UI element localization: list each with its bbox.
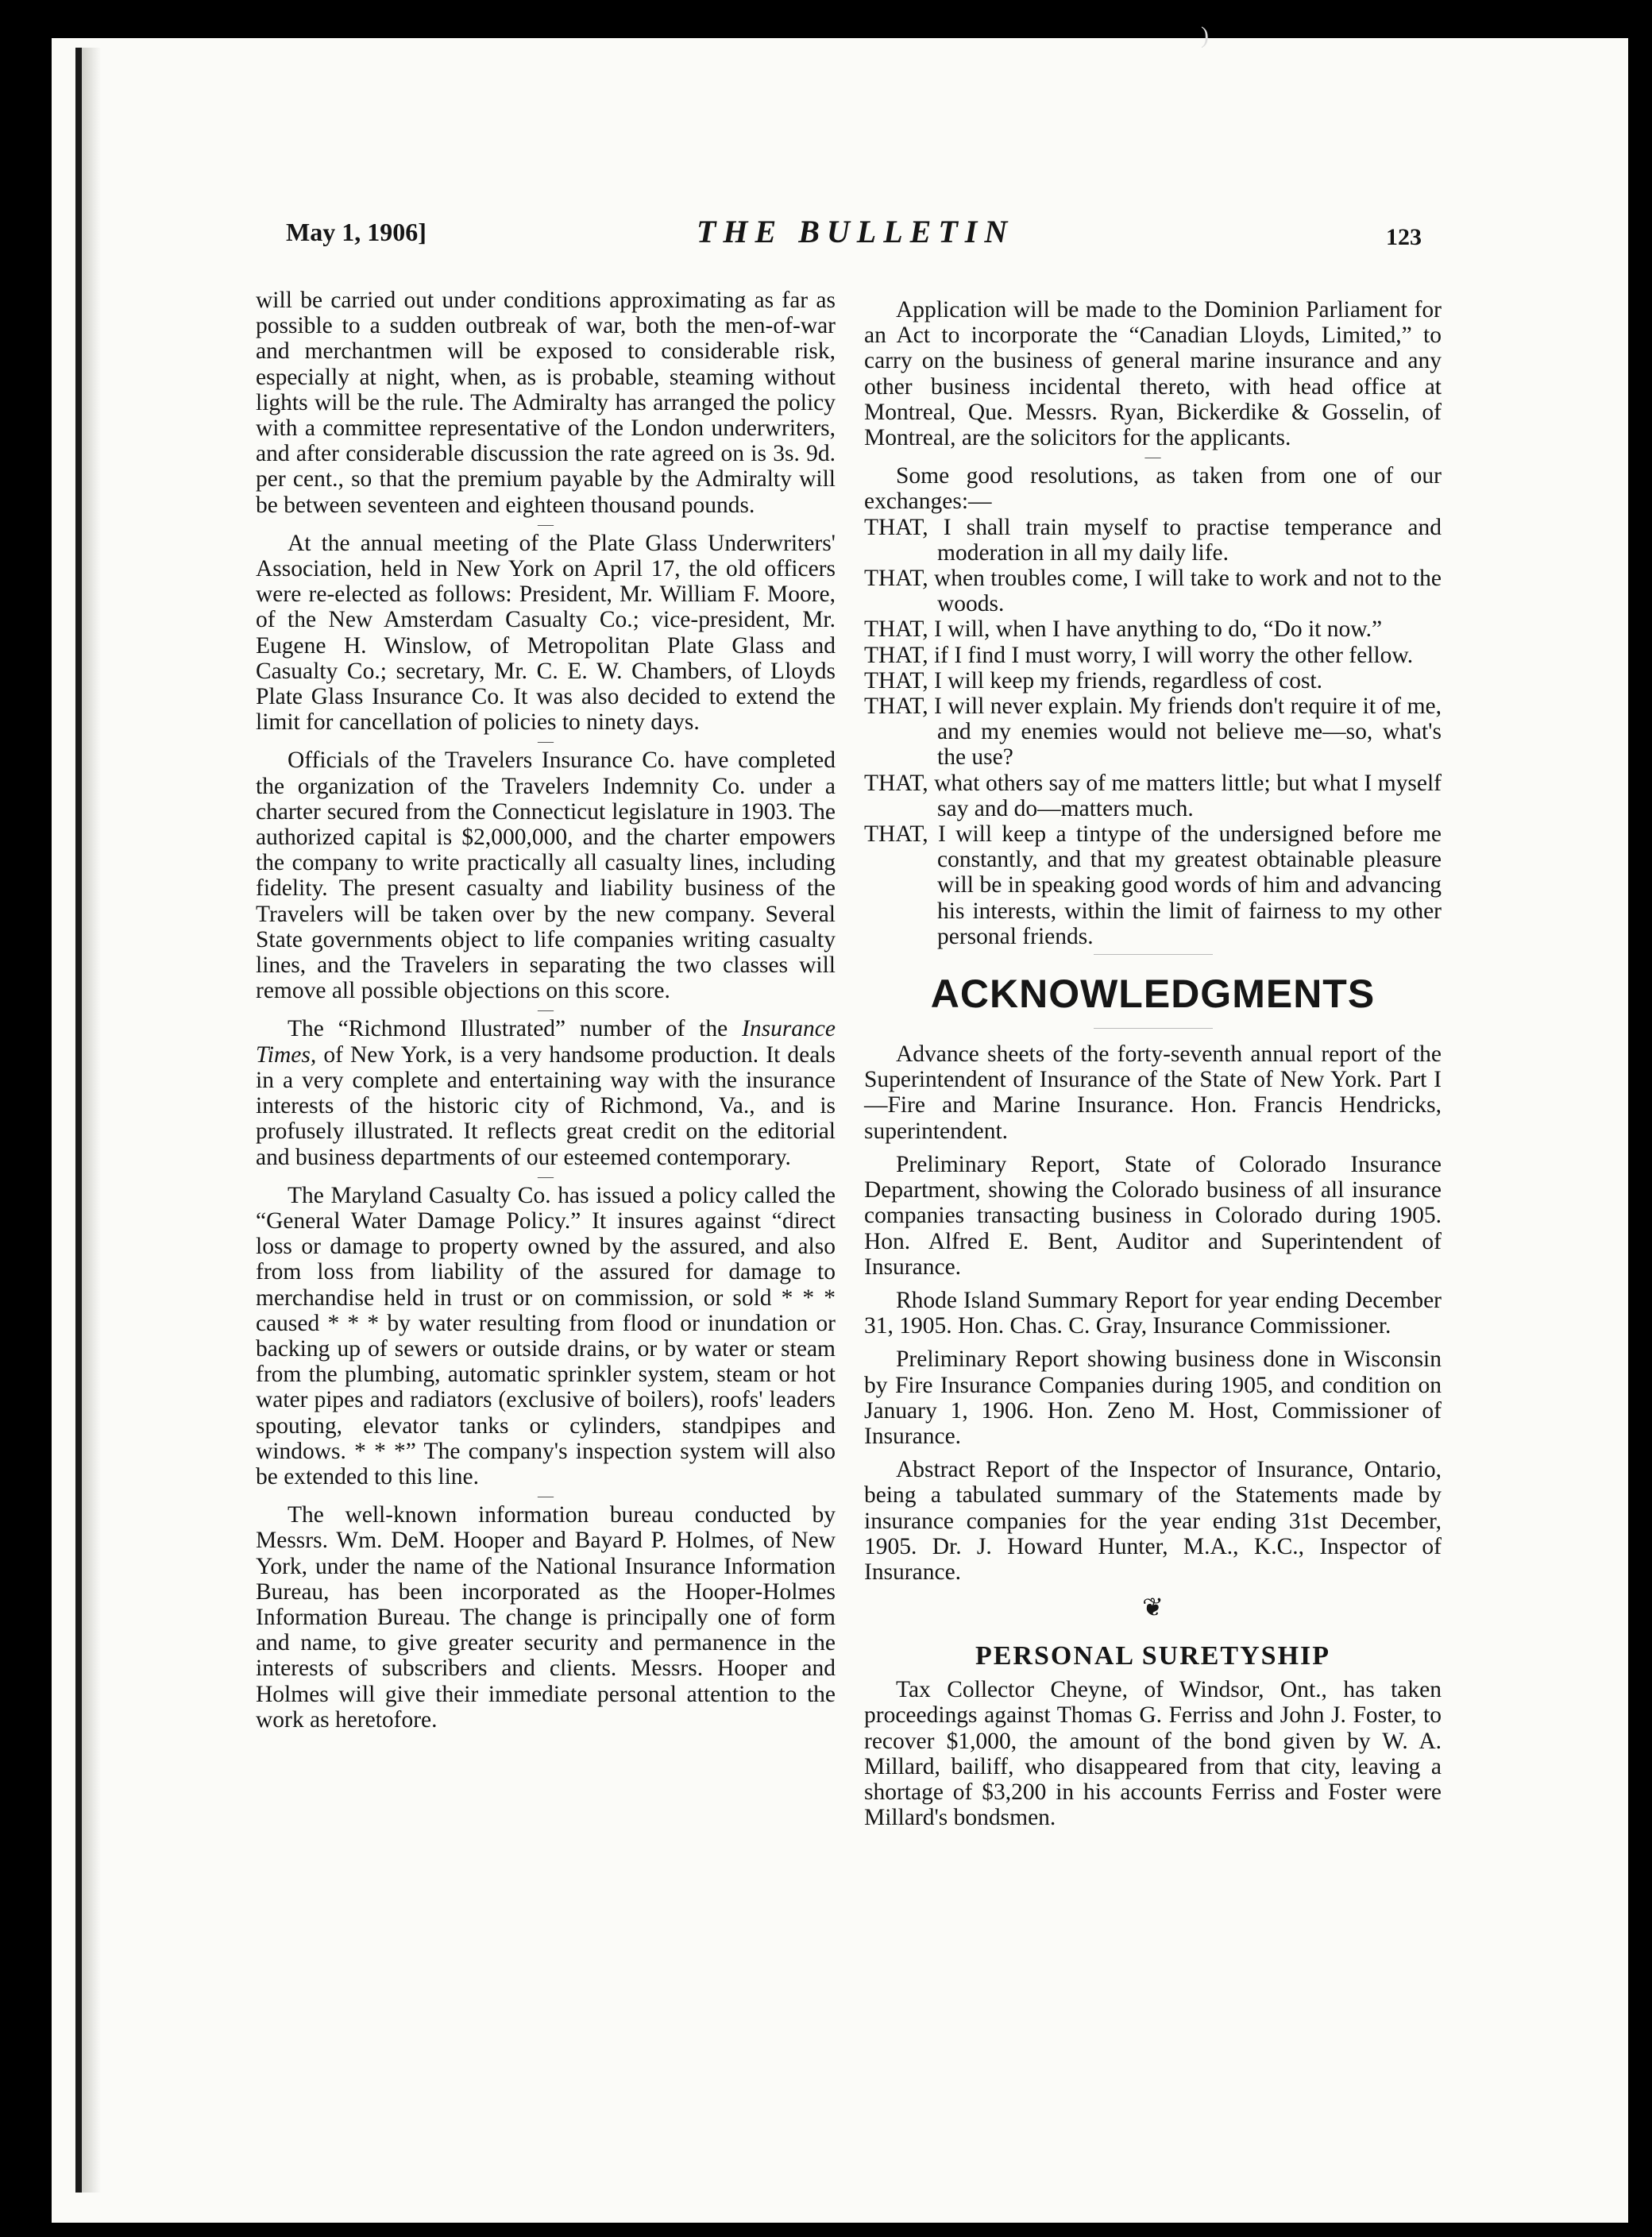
publication-name: Insurance Times, [256, 1016, 836, 1068]
corner-mark: ) [1201, 22, 1209, 48]
resolutions-intro: Some good resolutions, as taken from one of our exchanges:— [864, 463, 1442, 515]
spacer [864, 1449, 1442, 1457]
separator-dash: — [538, 515, 554, 533]
resolutions-list [864, 515, 1442, 949]
list-item: THAT, I will keep my friends, regardless of cost. [864, 667, 1323, 694]
spacer [864, 1144, 1442, 1152]
acknowledgment-ontario: Abstract Report of the Inspector of Insurance, Ontario, being a tabulated summary of the Statements made by insurance companies for the year ending 31st December, 1905. Dr. J. Howard Hunter, M.A., K.C., Inspector of Insurance. [864, 1457, 1442, 1585]
spacer [864, 1280, 1442, 1288]
list-item: THAT, when troubles come, I will take to work and not to the woods. [864, 566, 1442, 617]
header-date: May 1, 1906] [286, 218, 427, 246]
separator-dash: — [538, 1487, 554, 1505]
page-number: 123 [1386, 224, 1422, 250]
paragraph-richmond [256, 1016, 836, 1169]
acknowledgment-colorado: Preliminary Report, State of Colorado Insurance Department, showing the Colorado business of all insurance companies transacting business in Colorado during 1905. Hon. Alfred E. Bent, Auditor and Superintendent of Insurance. [864, 1151, 1442, 1280]
paragraph-admiralty: will be carried out under conditions approximating as far as possible to a sudden outbreak of war, both the men-of-war and merchantmen will be exposed to considerable risk, especially at night, when, as is probable, steaming without lights will be the rule. The Admiralty has arranged the policy with a committee representative of the London underwriters, and after considerable discussion the rate agreed on is 3s. 9d. per cent., so that the premium payable by the Admiralty will be between seventeen and eighteen thousand pounds. [256, 288, 836, 518]
paragraph-travelers: Officials of the Travelers Insurance Co. have completed the organization of the Travelers Indemnity Co. under a charter secured from the Connecticut legislature in 1903. The authorized capital is $2,000,000, and the charter empowers the company to write practically all casualty lines, including fidelity. The present casualty and liability business of the Travelers will be taken over by the new company. Several State governments object to life companies writing casualty lines, and the Travelers in separating the two classes will remove all possible objections on this score. [256, 748, 836, 1004]
richmond-text-rest: of New York, is a very handsome production. It deals in a very complete and entertaining way with the insurance interests of the historic city of Richmond, Va., and is profusely illustrated. It reflects great credit on the editorial and business departments of our esteemed contemporary. [256, 1041, 836, 1170]
section-rule [1094, 1028, 1213, 1029]
right-column [864, 297, 1442, 1830]
publication-title: THE BULLETIN [697, 214, 1015, 249]
separator-dash: — [1144, 448, 1161, 466]
spacer [864, 1339, 1442, 1346]
binding-fold [75, 48, 82, 2193]
separator-dash: — [538, 1167, 554, 1185]
paragraph-suretyship: Tax Collector Cheyne, of Windsor, Ont., has taken proceedings against Thomas G. Ferriss and John J. Foster, to recover $1,000, the amount of the bond given by W. A. Millard, bailiff, who disappeared from that city, leaving a shortage of $3,200 in his accounts Ferriss and Foster were Millard's bondsmen. [864, 1677, 1442, 1831]
separator-dash: — [538, 732, 554, 751]
list-item: THAT, I will never explain. My friends don't require it of me, and my enemies would not believe me—so, what's the use? [864, 694, 1442, 771]
paragraph-plate-glass: At the annual meeting of the Plate Glass Underwriters' Association, held in New York on April 17, the old officers were re-elected as follows: President, Mr. William F. Moore, of the New Amsterdam Casualty Co.; vice-president, Mr. Eugene H. Winslow, of Metropolitan Plate Glass and Casualty Co.; secretary, Mr. C. E. W. Chambers, of Lloyds Plate Glass Insurance Co. It was also decided to extend the limit for cancellation of policies to ninety days. [256, 530, 836, 736]
acknowledgment-rhode-island: Rhode Island Summary Report for year ending December 31, 1905. Hon. Chas. C. Gray, Insurance Commissioner. [864, 1287, 1442, 1339]
richmond-text-start: The “Richmond Illustrated” number of the [288, 1016, 743, 1042]
acknowledgment-new-york: Advance sheets of the forty-seventh annual report of the Superintendent of Insurance of the State of New York. Part I—Fire and Marine Insurance. Hon. Francis Hendricks, superintendent. [864, 1041, 1442, 1144]
acknowledgments-heading: ACKNOWLEDGMENTS [930, 972, 1376, 1017]
list-item: THAT, I will keep a tintype of the undersigned before me constantly, and that my greatest obtainable pleasure will be in speaking good words of him and advancing his interests, within the limit of fairness to my other personal friends. [864, 821, 1442, 949]
paragraph-maryland: The Maryland Casualty Co. has issued a policy called the “General Water Damage Policy.” It insures against “direct loss or damage to property owned by the assured, and also from loss from liability of the assured for damage to merchandise held in trust or on commission, or sold * * * caused * * * by water resulting from flood or inundation or backing up of sewers or outside drains, or by water or steam from the plumbing, automatic sprinkler system, steam or hot water pipes and radiators (exclusive of boilers), roofs' leaders spouting, elevator tanks or cylinders, standpipes and windows. * * *” The company's inspection system will also be extended to this line. [256, 1182, 836, 1489]
personal-suretyship-heading: PERSONAL SURETYSHIP [975, 1641, 1331, 1671]
section-rule [1094, 954, 1213, 955]
running-header [286, 213, 1422, 261]
list-item: THAT, I will, when I have anything to do, “Do it now.” [864, 616, 1383, 643]
list-item: THAT, what others say of me matters little; but what I myself say and do—matters much. [864, 770, 1442, 821]
fleuron-ornament-icon: ❦ [1142, 1593, 1164, 1622]
paragraph-hooper-holmes: The well-known information bureau conducted by Messrs. Wm. DeM. Hooper and Bayard P. Holmes, of New York, under the name of the National Insurance Information Bureau, has been incorporated as the Hooper-Holmes Information Bureau. The change is principally one of form and name, to give greater security and permanence in the interests of subscribers and clients. Messrs. Hooper and Holmes will give their immediate personal attention to the work as heretofore. [256, 1502, 836, 1733]
paragraph-canadian-lloyds: Application will be made to the Dominion Parliament for an Act to incorporate the “Canadian Lloyds, Limited,” to carry on the business of general marine insurance and any other business incidental thereto, with head office at Montreal, Que. Messrs. Ryan, Bickerdike & Gosselin, of Montreal, are the solicitors for the applicants. [864, 297, 1442, 451]
spacer [864, 1034, 1442, 1041]
left-column [256, 288, 836, 1733]
acknowledgment-wisconsin: Preliminary Report showing business done in Wisconsin by Fire Insurance Companies during 1905, and condition on January 1, 1906. Hon. Zeno M. Host, Commissioner of Insurance. [864, 1346, 1442, 1449]
list-item: THAT, I shall train myself to practise temperance and moderation in all my daily life. [864, 514, 1442, 566]
binding-shadow [82, 48, 101, 2193]
list-item: THAT, if I find I must worry, I will worry the other fellow. [864, 642, 1414, 668]
separator-dash: — [538, 1001, 554, 1019]
